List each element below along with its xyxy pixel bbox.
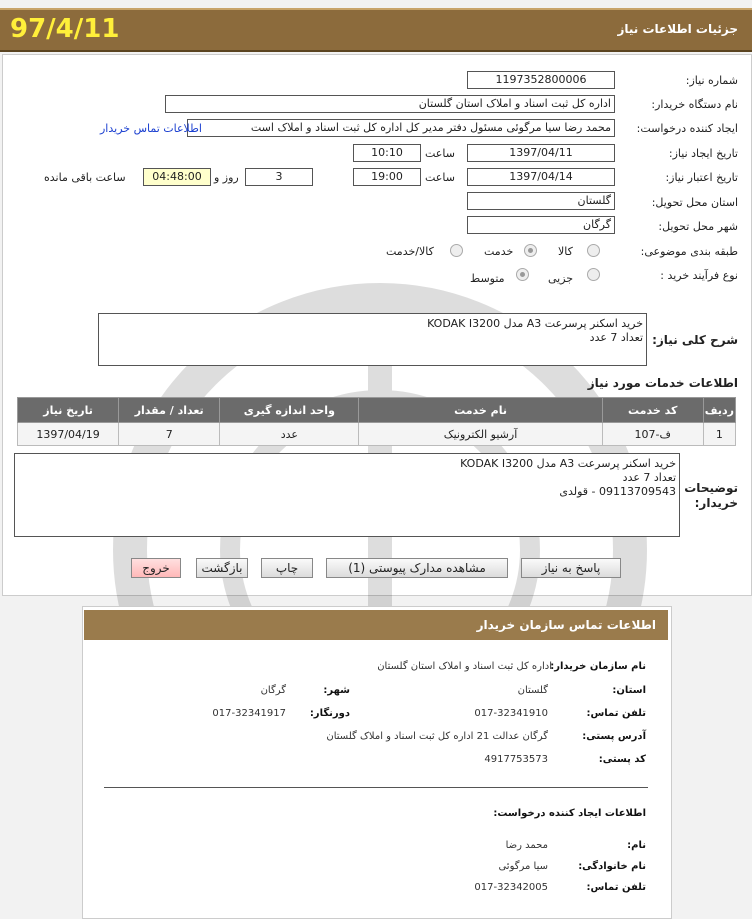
created-date-field: 1397/04/11 [467, 144, 615, 162]
cell-service-code: ف-107 [602, 423, 703, 446]
buyer-contact-link[interactable]: اطلاعات تماس خریدار [100, 122, 202, 135]
creator-phone-label: تلفن تماس: [586, 882, 646, 893]
created-time-word: ساعت [425, 147, 455, 160]
process-label: نوع فرآیند خرید : [660, 269, 738, 282]
contact-title: اطلاعات تماس سازمان خریدار [476, 618, 656, 632]
contact-province-label: استان: [612, 685, 646, 696]
org-label: نام سازمان خریدار: [550, 661, 646, 672]
col-need-date: تاریخ نیاز [18, 398, 119, 423]
creator-name-value: محمد رضا [505, 840, 548, 851]
process-partial-radio[interactable] [587, 268, 600, 281]
summary-line-2: تعداد 7 عدد [589, 331, 643, 344]
province-label: استان محل تحویل: [651, 196, 738, 209]
category-goods-radio[interactable] [587, 244, 600, 257]
category-service-label: خدمت [484, 245, 514, 258]
days-word: روز و [214, 171, 239, 184]
category-both-radio[interactable] [450, 244, 463, 257]
remaining-word: ساعت باقی مانده [44, 171, 126, 184]
org-value: اداره کل ثبت اسناد و املاک استان گلستان [377, 661, 552, 672]
category-goods-label: کالا [558, 245, 573, 258]
reply-button[interactable]: پاسخ به نیاز [521, 558, 621, 578]
requester-field: محمد رضا سیا مرگوئی مسئول دفتر مدیر کل اداره کل ثبت اسناد و املاک است [187, 119, 615, 137]
creator-name-label: نام: [627, 840, 646, 851]
requester-label: ایجاد کننده درخواست: [636, 122, 738, 135]
services-table [17, 397, 736, 446]
contact-panel [82, 606, 672, 919]
col-unit: واحد اندازه گیری [220, 398, 359, 423]
buyer-org-label: نام دستگاه خریدار: [651, 98, 738, 111]
phone-value: 017-32341910 [474, 708, 548, 719]
cell-unit: عدد [220, 423, 359, 446]
process-medium-radio[interactable] [516, 268, 529, 281]
address-value: گرگان عدالت 21 اداره کل ثبت اسناد و املاک گلستان [326, 731, 548, 742]
need-number-field: 1197352800006 [467, 71, 615, 89]
notes-line-1: خرید اسکنر پرسرعت A3 مدل KODAK I3200 [460, 457, 676, 470]
category-label: طبقه بندی موضوعی: [640, 245, 738, 258]
contact-city-value: گرگان [260, 685, 286, 696]
col-row: ردیف [703, 398, 735, 423]
valid-date-field: 1397/04/14 [467, 168, 615, 186]
contact-city-label: شهر: [323, 685, 350, 696]
need-number-label: شماره نیاز: [685, 74, 738, 87]
page-title: جزئیات اطلاعات نیاز [617, 22, 738, 36]
header-date: 97/4/11 [10, 14, 120, 44]
fax-value: 017-32341917 [212, 708, 286, 719]
postal-value: 4917753573 [484, 754, 548, 765]
category-service-radio[interactable] [524, 244, 537, 257]
contact-province-value: گلستان [517, 685, 548, 696]
print-button[interactable]: چاپ [261, 558, 313, 578]
process-medium-label: متوسط [470, 272, 505, 285]
col-service-name: نام خدمت [359, 398, 602, 423]
process-partial-label: جزیی [548, 272, 574, 285]
buyer-notes-textarea[interactable] [14, 453, 680, 537]
cell-need-date: 1397/04/19 [18, 423, 119, 446]
table-row [18, 423, 736, 446]
created-label: تاریخ ایجاد نیاز: [668, 147, 738, 160]
fax-label: دورنگار: [309, 708, 350, 719]
exit-button[interactable]: خروج [131, 558, 181, 578]
city-label: شهر محل تحویل: [658, 220, 738, 233]
cell-quantity: 7 [119, 423, 220, 446]
buyer-org-field: اداره کل ثبت اسناد و املاک استان گلستان [165, 95, 615, 113]
province-field: گلستان [467, 192, 615, 210]
contact-panel-header [84, 610, 668, 640]
cell-row: 1 [703, 423, 735, 446]
created-time-field: 10:10 [353, 144, 421, 162]
address-label: آدرس پستی: [582, 731, 646, 742]
cell-service-name: آرشیو الکترونیک [359, 423, 602, 446]
notes-label: توضیحات خریدار: [684, 481, 738, 510]
notes-line-3: 09113709543 - قولدی [559, 485, 676, 498]
postal-label: کد پستی: [598, 754, 646, 765]
days-field: 3 [245, 168, 313, 186]
summary-textarea[interactable] [98, 313, 647, 366]
valid-time-field: 19:00 [353, 168, 421, 186]
summary-label: شرح کلی نیاز: [652, 333, 738, 347]
creator-phone-value: 017-32342005 [474, 882, 548, 893]
services-title: اطلاعات خدمات مورد نیاز [587, 376, 738, 390]
creator-family-value: سیا مرگوئی [498, 861, 548, 872]
page-header [0, 8, 752, 52]
creator-family-label: نام خانوادگی: [578, 861, 646, 872]
col-quantity: تعداد / مقدار [119, 398, 220, 423]
city-field: گرگان [467, 216, 615, 234]
creator-title: اطلاعات ایجاد کننده درخواست: [493, 808, 646, 819]
valid-label: تاریخ اعتبار نیاز: [665, 171, 738, 184]
valid-time-word: ساعت [425, 171, 455, 184]
attachments-button[interactable]: مشاهده مدارک پیوستی (1) [326, 558, 508, 578]
back-button[interactable]: بازگشت [196, 558, 248, 578]
category-both-label: کالا/خدمت [386, 245, 434, 258]
notes-line-2: تعداد 7 عدد [622, 471, 676, 484]
col-service-code: کد خدمت [602, 398, 703, 423]
divider [104, 787, 648, 788]
summary-line-1: خرید اسکنر پرسرعت A3 مدل KODAK I3200 [427, 317, 643, 330]
services-header-row [18, 398, 736, 423]
phone-label: تلفن تماس: [586, 708, 646, 719]
remaining-time-field: 04:48:00 [143, 168, 211, 186]
